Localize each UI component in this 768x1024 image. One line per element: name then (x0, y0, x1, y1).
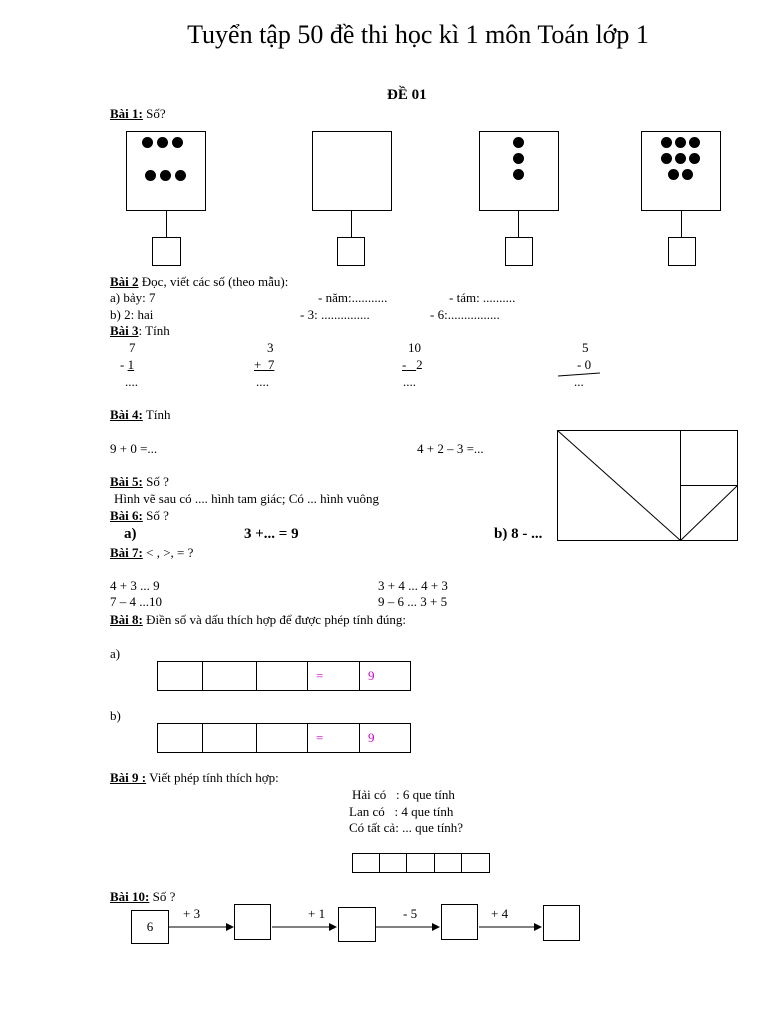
bai8-cell[interactable] (157, 723, 203, 753)
bai2-b-right: - 6:................ (430, 307, 500, 322)
bai5-label: Bài 5: (110, 474, 143, 489)
bai8-equals: = (307, 723, 360, 753)
bai3-top: 10 (408, 340, 421, 355)
bai3-op-row (402, 357, 423, 373)
bai6-a-expr: 3 +... = 9 (244, 526, 299, 542)
bai9-line-2: Lan có : 4 que tính (349, 804, 454, 819)
bai6-a-label: a) (124, 526, 137, 542)
bai7-r2-left: 7 – 4 ...10 (110, 594, 162, 609)
bai10-answer-box-1[interactable] (234, 904, 271, 940)
bai8-cell[interactable] (157, 661, 203, 691)
bai3-result: .... (403, 374, 416, 389)
bai3-text: : Tính (138, 323, 170, 338)
bai3-top: 5 (582, 340, 589, 355)
bai9-text: Viết phép tính thích hợp: (146, 770, 279, 785)
bai2-label: Bài 2 (110, 274, 139, 289)
bai2-a-right: - tám: .......... (449, 290, 516, 305)
bai10-start-box (131, 910, 169, 944)
bai8-result: 9 (359, 661, 411, 691)
bai1-heading (110, 106, 166, 122)
bai8-label: Bài 8: (110, 612, 143, 627)
bai4-expr-2: 4 + 2 – 3 =... (417, 441, 484, 456)
bai3-op: + (254, 357, 262, 372)
bai1-answer-box-4[interactable] (668, 237, 696, 266)
bai3-op-row (254, 357, 274, 373)
bai7-heading (110, 545, 193, 561)
bai2-a-left: a) bảy: 7 (110, 290, 156, 305)
bai1-answer-box-3[interactable] (505, 237, 533, 266)
bai8-equals: = (307, 661, 360, 691)
bai9-cell[interactable] (434, 853, 462, 873)
bai9-cell[interactable] (461, 853, 490, 873)
bai5-heading (110, 474, 169, 490)
bai2-text: Đọc, viết các số (theo mẫu): (138, 274, 289, 289)
bai6-heading (110, 508, 169, 524)
bai8-heading (110, 612, 406, 628)
bai5-text: Số ? (142, 474, 169, 489)
bai6-label: Bài 6: (110, 508, 143, 523)
bai3-bottom: 7 (267, 357, 275, 372)
bai3-heading (110, 323, 170, 339)
bai6-b-expr: b) 8 - ... (494, 526, 543, 542)
bai3-op-row (577, 357, 591, 373)
bai10-op-1: + 3 (183, 906, 201, 921)
bai8-cell[interactable] (202, 661, 257, 691)
bai9-cell[interactable] (352, 853, 380, 873)
bai3-bottom: 2 (416, 357, 423, 372)
bai10-text: Số ? (149, 889, 176, 904)
bai4-text: Tính (142, 407, 171, 422)
bai3-op-row (120, 357, 134, 373)
bai3-op: - (577, 357, 582, 372)
bai3-result: ... (574, 374, 584, 389)
bai4-expr-1: 9 + 0 =... (110, 441, 158, 456)
bai10-answer-box-4[interactable] (543, 905, 580, 941)
bai7-r1-right: 3 + 4 ... 4 + 3 (378, 578, 448, 593)
bai10-answer-box-2[interactable] (338, 907, 376, 942)
bai8-a-label: a) (110, 646, 121, 661)
bai6-text: Số ? (142, 508, 169, 523)
bai8-cell[interactable] (256, 661, 308, 691)
bai1-answer-box-1[interactable] (152, 237, 181, 266)
bai10-start-value: 6 (146, 919, 154, 934)
bai3-op: - (402, 357, 407, 372)
bai10-answer-box-3[interactable] (441, 904, 478, 940)
bai8-cell[interactable] (202, 723, 257, 753)
bai3-result: .... (125, 374, 138, 389)
bai2-b-left: b) 2: hai (110, 307, 154, 322)
bai2-heading (110, 274, 288, 290)
bai9-cell[interactable] (379, 853, 407, 873)
bai3-top: 3 (267, 340, 274, 355)
bai7-r1-left: 4 + 3 ... 9 (110, 578, 160, 593)
exam-heading: ĐỀ 01 (387, 87, 427, 103)
bai10-label: Bài 10: (110, 889, 150, 904)
bai8-result: 9 (359, 723, 411, 753)
bai2-a-mid: - năm:........... (318, 290, 388, 305)
bai7-label: Bài 7: (110, 545, 143, 560)
bai5-line: Hình vẽ sau có .... hình tam giác; Có ... hình vuông (114, 491, 380, 506)
bai7-text: < , >, = ? (142, 545, 194, 560)
bai10-op-4: + 4 (491, 906, 509, 921)
bai4-heading (110, 407, 170, 423)
bai2-b-mid: - 3: ............... (300, 307, 370, 322)
bai8-text: Điền số và dấu thích hợp để được phép tính đúng: (142, 612, 406, 627)
bai9-heading (110, 770, 279, 786)
bai5-figure (557, 430, 739, 542)
bai3-result: .... (256, 374, 269, 389)
bai10-op-3: - 5 (403, 906, 418, 921)
bai9-line-1: Hải có : 6 que tính (352, 787, 455, 802)
bai3-bottom: 1 (127, 357, 135, 372)
bai1-answer-box-2[interactable] (337, 237, 365, 266)
bai4-label: Bài 4: (110, 407, 143, 422)
page-title: Tuyển tập 50 đề thi học kì 1 môn Toán lớp 1 (187, 20, 649, 49)
bai8-b-label: b) (110, 708, 121, 723)
bai3-top: 7 (129, 340, 136, 355)
bai3-label: Bài 3 (110, 323, 139, 338)
bai9-cell[interactable] (406, 853, 435, 873)
bai8-cell[interactable] (256, 723, 308, 753)
bai9-label: Bài 9 : (110, 770, 147, 785)
bai1-label: Bài 1: (110, 106, 143, 121)
bai3-op: - (120, 357, 125, 372)
bai9-line-3: Có tất cả: ... que tính? (349, 820, 464, 835)
bai3-bottom: 0 (584, 357, 592, 372)
bai1-text: Số? (142, 106, 166, 121)
bai7-r2-right: 9 – 6 ... 3 + 5 (378, 594, 448, 609)
bai10-op-2: + 1 (308, 906, 326, 921)
